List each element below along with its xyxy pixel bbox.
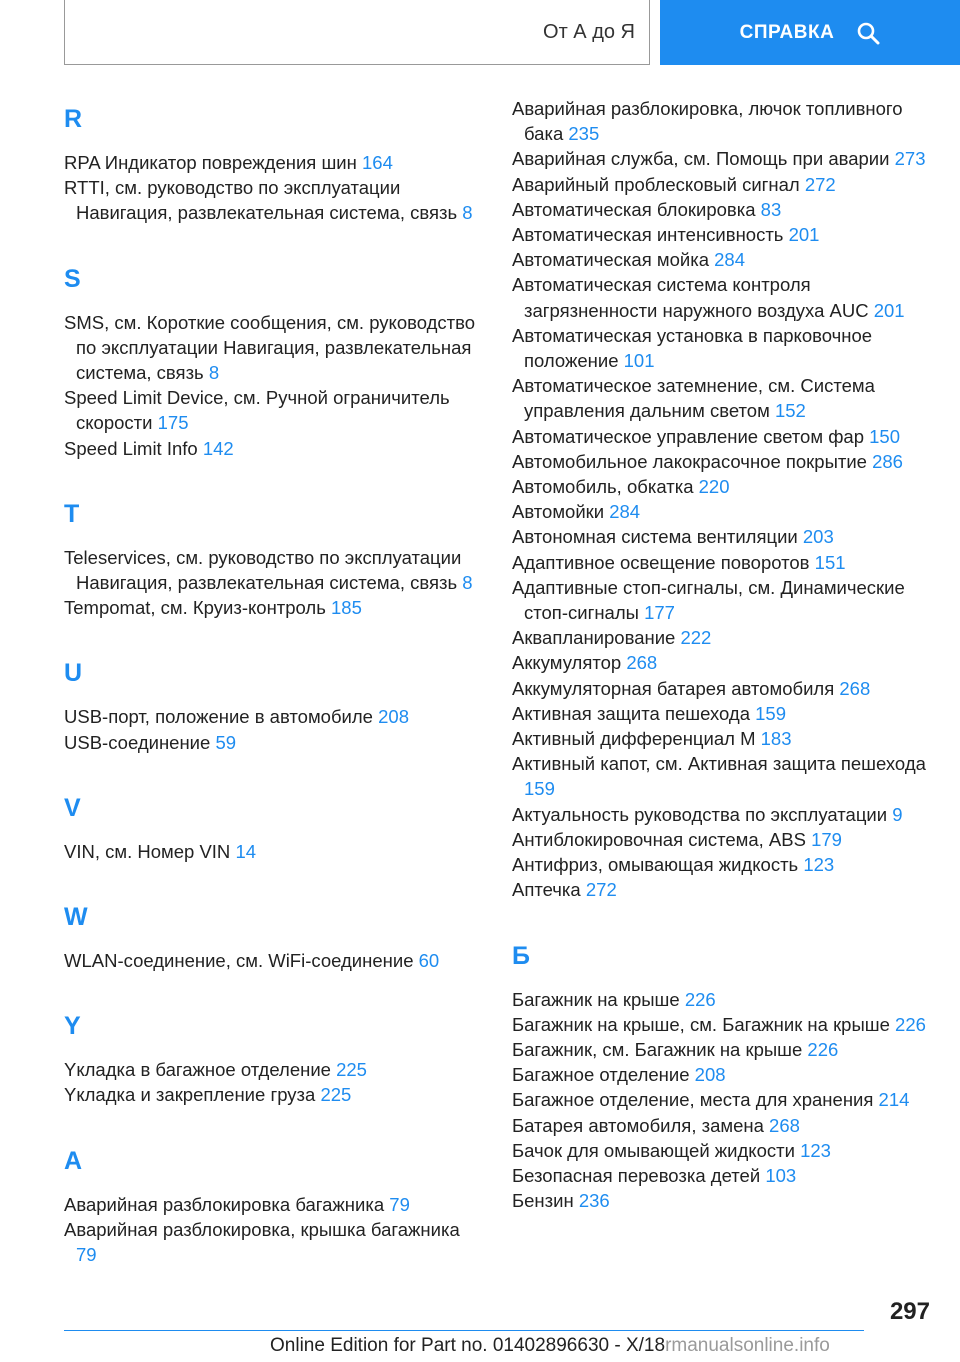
index-entry [512, 373, 932, 423]
index-entry [512, 676, 932, 701]
tab-a-to-z[interactable] [64, 0, 650, 65]
index-entry [64, 310, 484, 386]
index-entry-page-link[interactable]: 284 [609, 501, 641, 523]
index-entry-page-link[interactable]: 273 [894, 148, 926, 170]
index-entry-page-link[interactable]: 268 [769, 1114, 800, 1136]
index-entry [512, 852, 932, 877]
index-entry [64, 436, 484, 461]
index-entry-page-link[interactable]: 177 [644, 602, 675, 624]
index-entry [64, 175, 484, 225]
index-entry [64, 385, 484, 435]
index-entry [512, 424, 932, 449]
index-entry-text: Багажник на крыше, см. Багажник на крыше [512, 1013, 896, 1035]
index-entry-page-link[interactable]: 8 [462, 202, 473, 224]
index-entry-text: Tempomat, см. Круиз-контроль [64, 597, 332, 619]
index-letter-heading: W [64, 903, 88, 932]
index-letter-heading: T [64, 499, 80, 528]
index-entry-text: Багажное отделение, места для хранения [512, 1089, 879, 1111]
index-entry-text: Speed Limit Info [64, 437, 203, 459]
index-entry-text: Багажник на крыше [512, 988, 685, 1010]
index-entry [64, 150, 484, 175]
index-entry-page-link[interactable]: 226 [895, 1013, 926, 1035]
index-entry [512, 96, 932, 146]
index-entry-text: Антифриз, омывающая жидкость [512, 854, 804, 876]
index-entry [512, 650, 932, 675]
index-entry [512, 1113, 932, 1138]
header-bar [0, 0, 960, 66]
index-entry [512, 1087, 932, 1112]
index-entry [512, 323, 932, 373]
tab-a-to-z-label: От А до Я [543, 20, 635, 43]
index-entry-page-link[interactable]: 284 [714, 249, 745, 271]
index-letter-heading: А [64, 1146, 83, 1175]
index-entry-page-link[interactable]: 268 [839, 677, 871, 699]
index-entry-page-link[interactable]: 208 [378, 706, 409, 728]
index-entry-text: Teleservices, см. руководство по эксплуатации Навигация, развлекательная система, связь [64, 546, 463, 594]
index-entry [512, 1012, 932, 1037]
index-entry [512, 625, 932, 650]
index-entry-page-link[interactable]: 201 [873, 299, 905, 321]
index-entry [64, 1217, 484, 1267]
index-entry-page-link[interactable]: 268 [626, 652, 658, 674]
index-entry [64, 704, 484, 729]
index-entry-text: Автоматическая мойка [512, 249, 715, 271]
index-entry-page-link[interactable]: 142 [202, 437, 234, 459]
tab-help[interactable] [660, 0, 960, 65]
index-entry [512, 1163, 932, 1188]
index-entry-page-link[interactable]: 79 [389, 1193, 410, 1215]
index-entry [512, 827, 932, 852]
index-entry [512, 524, 932, 549]
index-entry-page-link[interactable]: 164 [362, 152, 393, 173]
index-entry-page-link[interactable]: 183 [760, 728, 792, 750]
index-column-left [64, 96, 484, 1267]
index-entry-page-link[interactable]: 201 [788, 224, 820, 246]
index-entry-text: Актуальность руководства по эксплуатации [512, 803, 893, 825]
index-entry-text: Автоматическая блокировка [512, 198, 761, 220]
index-entry-text: Активный дифференциал M [512, 728, 761, 750]
index-entry-text: SMS, см. Короткие сообщения, см. руководство по эксплуатации Навигация, развлекательная система, связь [64, 311, 476, 384]
index-entry-page-link[interactable]: 8 [208, 362, 220, 384]
index-entry [512, 197, 932, 222]
index-entry-text: Аквапланирование [512, 627, 681, 649]
index-entry [512, 701, 932, 726]
index-entry-text: RPA Индикатор повреждения шин [64, 152, 362, 173]
index-entry-page-link[interactable]: 286 [872, 450, 903, 472]
index-entry-page-link[interactable]: 103 [765, 1164, 797, 1186]
index-entry [64, 545, 484, 595]
index-entry-page-link[interactable]: 226 [807, 1038, 839, 1060]
index-entry-page-link[interactable]: 101 [623, 350, 655, 372]
index-entry [512, 1188, 932, 1213]
index-entry [512, 1138, 932, 1163]
index-entry [512, 550, 932, 575]
index-entry-page-link[interactable]: 60 [418, 950, 440, 972]
index-entry-text: Аптечка [512, 879, 586, 901]
index-entry-page-link[interactable]: 272 [804, 173, 836, 195]
index-entry-text: Аккумулятор [512, 652, 627, 674]
index-entry-page-link[interactable]: 83 [760, 198, 782, 220]
index-entry-text: Speed Limit Device, см. Ручной ограничитель скорости [64, 387, 450, 434]
footer-edition [270, 1335, 960, 1357]
index-entry [512, 726, 932, 751]
index-entry-text: Автоматическое управление светом фар [512, 425, 870, 447]
index-entry-page-link[interactable]: 159 [524, 778, 555, 800]
index-entry-text: Антиблокировочная система, ABS [512, 828, 812, 850]
index-entry [64, 595, 484, 620]
index-entry [512, 247, 932, 272]
index-entry-page-link[interactable]: 236 [578, 1190, 610, 1212]
index-entry [64, 1057, 484, 1082]
index-letter-heading: Б [512, 941, 530, 970]
index-entry-page-link[interactable]: 8 [462, 572, 473, 594]
index-entry-page-link[interactable]: 14 [235, 840, 257, 862]
index-entry [512, 802, 932, 827]
index-letter-heading: S [64, 264, 81, 293]
index-entry-text: Автономная система вентиляции [512, 526, 803, 548]
edition-text: Online Edition for Part no. 01402896630 - X/18 [270, 1335, 666, 1356]
index-entry-text: Автоматическое затемнение, см. Система управления дальним светом [512, 375, 875, 422]
index-entry [64, 730, 484, 755]
index-entry-page-link[interactable]: 214 [878, 1089, 910, 1111]
index-entry-text: Адаптивное освещение поворотов [512, 551, 815, 573]
index-entry-text: Автоматическая установка в парковочное положение [512, 324, 873, 372]
index-entry-page-link[interactable]: 59 [215, 731, 237, 753]
index-entry-text: Автомобильное лакокрасочное покрытие [512, 450, 873, 472]
index-entry-page-link[interactable]: 123 [800, 1139, 831, 1161]
index-entry-text: Багажное отделение [512, 1064, 695, 1086]
footer-divider [64, 1330, 864, 1331]
index-entry [64, 1082, 484, 1107]
index-entry-text: USB-соединение [64, 731, 216, 753]
index-entry-text: Аварийная служба, см. Помощь при аварии [512, 148, 895, 170]
index-entry-page-link[interactable]: 272 [585, 879, 617, 901]
index-entry-text: Автомобиль, обкатка [512, 476, 699, 498]
index-entry [512, 474, 932, 499]
index-entry-page-link[interactable]: 179 [811, 828, 842, 850]
index-entry-page-link[interactable]: 235 [568, 123, 600, 145]
index-entry-text: Аварийная разблокировка, лючок топливного бака [512, 98, 903, 145]
index-column-right [512, 96, 932, 1213]
index-entry-text: Yкладка в багажное отделение [64, 1059, 337, 1081]
index-entry-text: Аварийная разблокировка, крышка багажника [64, 1218, 460, 1240]
page-number: 297 [889, 1298, 930, 1325]
index-entry [512, 575, 932, 625]
index-entry-text: Батарея автомобиля, замена [512, 1114, 770, 1136]
index-entry-text: RTTI, см. руководство по эксплуатации Навигация, развлекательная система, связь [64, 177, 463, 224]
watermark-text: rmanualsonline.info [665, 1335, 830, 1356]
index-entry-page-link[interactable]: 175 [157, 412, 189, 434]
index-entry-page-link[interactable]: 159 [755, 702, 787, 724]
index-entry-page-link[interactable]: 9 [892, 803, 903, 825]
index-entry-text: Бачок для омывающей жидкости [512, 1139, 801, 1161]
index-entry [512, 222, 932, 247]
index-entry [64, 948, 484, 973]
index-entry-page-link[interactable]: 222 [680, 627, 712, 649]
index-entry-page-link[interactable]: 150 [869, 425, 901, 447]
index-entry-page-link[interactable]: 79 [76, 1244, 97, 1266]
index-entry [512, 751, 932, 801]
index-entry-page-link[interactable]: 225 [336, 1059, 367, 1081]
index-entry [512, 272, 932, 322]
index-letter-heading: R [64, 105, 83, 133]
index-entry-text: Автоматическая система контроля загрязненности наружного воздуха AUC [512, 274, 874, 321]
index-entry-text: Yкладка и закрепление груза [64, 1084, 321, 1106]
index-entry-page-link[interactable]: 123 [803, 854, 835, 876]
index-entry-text: VIN, см. Номер VIN [64, 840, 236, 862]
index-entry [512, 1062, 932, 1087]
tab-help-label: СПРАВКА [739, 21, 835, 43]
index-entry-text: Адаптивные стоп-сигналы, см. Динамические стоп-сигналы [512, 576, 905, 624]
index-entry [512, 877, 932, 902]
index-entry [512, 987, 932, 1012]
index-entry [512, 449, 932, 474]
index-letter-heading: V [64, 793, 81, 822]
search-icon [856, 21, 880, 45]
index-entry-page-link[interactable]: 151 [814, 551, 846, 573]
index-letter-heading: U [64, 659, 83, 688]
index-entry-text: USB-порт, положение в автомобиле [64, 706, 379, 728]
index-entry-text: Аварийная разблокировка багажника [64, 1193, 390, 1215]
index-entry [512, 172, 932, 197]
index-entry-page-link[interactable]: 185 [331, 597, 362, 619]
index-entry-page-link[interactable]: 226 [684, 988, 716, 1010]
index-entry-text: Бензин [512, 1190, 579, 1212]
index-entry-text: Аварийный проблесковый сигнал [512, 173, 805, 195]
index-entry-text: Аккумуляторная батарея автомобиля [512, 677, 840, 699]
index-entry-text: Безопасная перевозка детей [512, 1164, 766, 1186]
index-entry-page-link[interactable]: 225 [320, 1084, 352, 1106]
index-entry [64, 1192, 484, 1217]
index-entry [512, 146, 932, 171]
index-entry-text: Багажник, см. Багажник на крыше [512, 1038, 808, 1060]
index-entry-page-link[interactable]: 203 [802, 526, 834, 548]
index-entry-page-link[interactable]: 152 [774, 400, 806, 422]
index-entry-page-link[interactable]: 220 [698, 476, 730, 498]
index-entry-text: Активный капот, см. Активная защита пешехода [512, 753, 926, 775]
index-entry-text: Активная защита пешехода [512, 702, 756, 724]
index-entry-text: Автоматическая интенсивность [512, 224, 789, 246]
index-entry [64, 839, 484, 864]
index-entry-page-link[interactable]: 208 [694, 1064, 726, 1086]
index-letter-heading: Y [64, 1012, 81, 1041]
index-entry [512, 1037, 932, 1062]
index-entry [512, 499, 932, 524]
index-entry-text: WLAN-соединение, см. WiFi-соединение [64, 950, 419, 972]
index-entry-text: Автомойки [512, 501, 610, 523]
